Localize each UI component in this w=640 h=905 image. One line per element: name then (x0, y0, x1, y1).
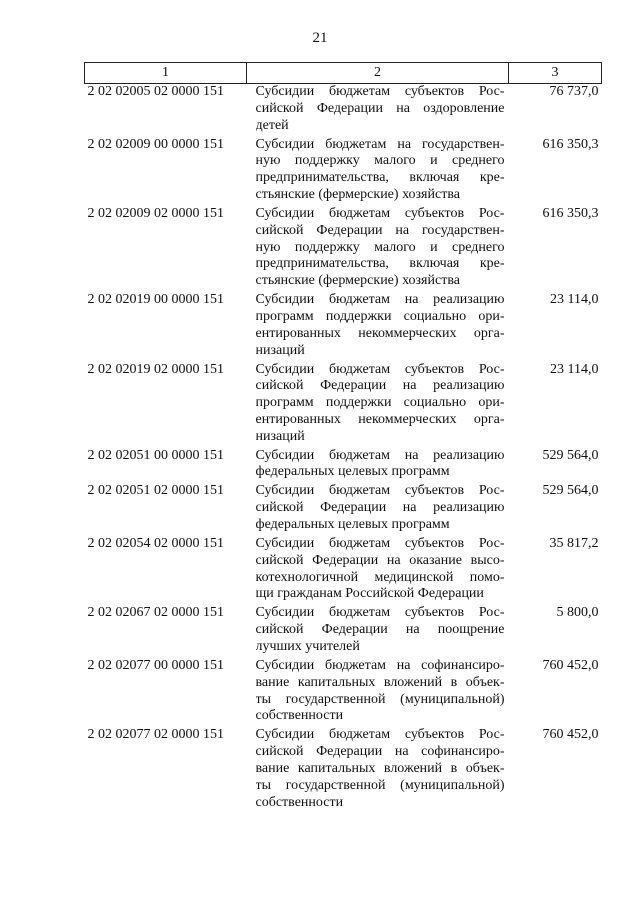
description-line: низаций (255, 342, 305, 358)
description-line: Субсидии бюджетам субъектов Рос- (255, 536, 505, 552)
budget-code: 2 02 02077 00 0000 151 (87, 657, 224, 673)
description-line: сийской Федерации на реализацию (255, 378, 505, 394)
description-line: предпринимательства, включая кре- (255, 256, 505, 272)
description-line: Субсидии бюджетам на государствен- (255, 136, 505, 152)
revenue-description (247, 292, 509, 361)
description-line: собственности (255, 708, 344, 724)
description-line: ную поддержку малого и среднего (255, 239, 505, 255)
amount-value: 5 800,0 (556, 605, 599, 621)
description-line: ентированных некоммерческих орга- (255, 411, 505, 427)
amount-value: 23 114,0 (550, 361, 599, 377)
description-line: Субсидии бюджетам субъектов Рос- (255, 361, 505, 377)
description-line: стьянские (фермерские) хозяйства (255, 273, 460, 289)
budget-code: 2 02 02054 02 0000 151 (87, 536, 224, 552)
budget-code: 2 02 02077 02 0000 151 (87, 727, 224, 743)
budget-code: 2 02 02009 02 0000 151 (87, 205, 224, 221)
budget-code: 2 02 02005 02 0000 151 (87, 84, 224, 99)
description-line: детей (255, 117, 289, 133)
description-line: лучших учителей (255, 639, 360, 654)
amount-value: 529 564,0 (542, 483, 599, 499)
description-line: Субсидии бюджетам субъектов Рос- (255, 84, 505, 99)
description-line: предпринимательства, включая кре- (255, 170, 505, 186)
table-header (85, 63, 602, 84)
description-line: программ поддержки социально ори- (255, 308, 505, 324)
description-line: Субсидии бюджетам субъектов Рос- (255, 205, 505, 221)
description-line: федеральных целевых программ (255, 517, 450, 533)
description-line: ты государственной (муниципальной) (255, 777, 505, 793)
table-row (85, 483, 602, 536)
column-header-amount: 3 (509, 63, 602, 84)
table-row (85, 292, 602, 361)
budget-code: 2 02 02009 00 0000 151 (87, 136, 224, 152)
budget-code: 2 02 02019 02 0000 151 (87, 361, 224, 377)
table-row (85, 206, 602, 292)
description-line: сийской Федерации на реализацию (255, 500, 505, 516)
table-row (85, 605, 602, 658)
description-line: сийской Федерации на оказание высо- (255, 552, 505, 568)
description-line: Субсидии бюджетам на реализацию (255, 292, 505, 308)
revenue-description (247, 658, 509, 727)
revenue-description (247, 362, 509, 448)
budget-code: 2 02 02067 02 0000 151 (87, 605, 224, 621)
description-line: сийской Федерации на поощрение (255, 622, 505, 638)
revenue-description (247, 536, 509, 605)
column-header-description: 2 (247, 63, 509, 84)
description-line: Субсидии бюджетам субъектов Рос- (255, 483, 505, 499)
revenue-description (247, 448, 509, 484)
table-row (85, 137, 602, 206)
description-line: программ поддержки социально ори- (255, 395, 505, 411)
table-row (85, 84, 602, 137)
amount-value: 23 114,0 (550, 292, 599, 308)
description-line: низаций (255, 428, 305, 444)
table-row (85, 362, 602, 448)
table-row (85, 448, 602, 484)
table-row (85, 536, 602, 605)
table-row (85, 658, 602, 727)
amount-value: 35 817,2 (549, 536, 599, 552)
description-line: вание капитальных вложений в объек- (255, 674, 505, 690)
table-body (85, 84, 602, 814)
page-number: 21 (312, 30, 328, 46)
amount-value: 616 350,3 (542, 205, 599, 221)
description-line: Субсидии бюджетам субъектов Рос- (255, 605, 505, 621)
budget-code: 2 02 02019 00 0000 151 (87, 292, 224, 308)
header-row (85, 63, 602, 84)
description-line: федеральных целевых программ (255, 464, 450, 480)
description-line: сийской Федерации на государствен- (255, 222, 505, 238)
revenue-description (247, 137, 509, 206)
description-line: ентированных некоммерческих орга- (255, 325, 505, 341)
description-line: стьянские (фермерские) хозяйства (255, 186, 460, 202)
amount-value: 616 350,3 (542, 136, 599, 152)
description-line: сийской Федерации на софинансиро- (255, 744, 505, 760)
description-line: Субсидии бюджетам субъектов Рос- (255, 727, 505, 743)
description-line: Субсидии бюджетам на реализацию (255, 447, 505, 463)
amount-value: 760 452,0 (542, 727, 599, 743)
budget-table (84, 62, 602, 814)
budget-code: 2 02 02051 00 0000 151 (87, 447, 224, 463)
budget-code: 2 02 02051 02 0000 151 (87, 483, 224, 499)
description-line: Субсидии бюджетам на софинансиро- (255, 657, 505, 673)
revenue-description (247, 483, 509, 536)
revenue-description (247, 206, 509, 292)
column-header-code: 1 (85, 63, 247, 84)
amount-value: 529 564,0 (542, 447, 599, 463)
description-line: щи гражданам Российской Федерации (255, 586, 484, 602)
revenue-description (247, 727, 509, 813)
description-line: вание капитальных вложений в объек- (255, 760, 505, 776)
revenue-description (247, 84, 509, 137)
description-line: собственности (255, 794, 344, 810)
description-line: котехнологичной медицинской помо- (255, 569, 505, 585)
revenue-description (247, 605, 509, 658)
table-row (85, 727, 602, 813)
amount-value: 760 452,0 (542, 657, 599, 673)
description-line: ты государственной (муниципальной) (255, 691, 505, 707)
description-line: ную поддержку малого и среднего (255, 153, 505, 169)
description-line: сийской Федерации на оздоровление (255, 100, 505, 116)
amount-value: 76 737,0 (549, 84, 599, 99)
